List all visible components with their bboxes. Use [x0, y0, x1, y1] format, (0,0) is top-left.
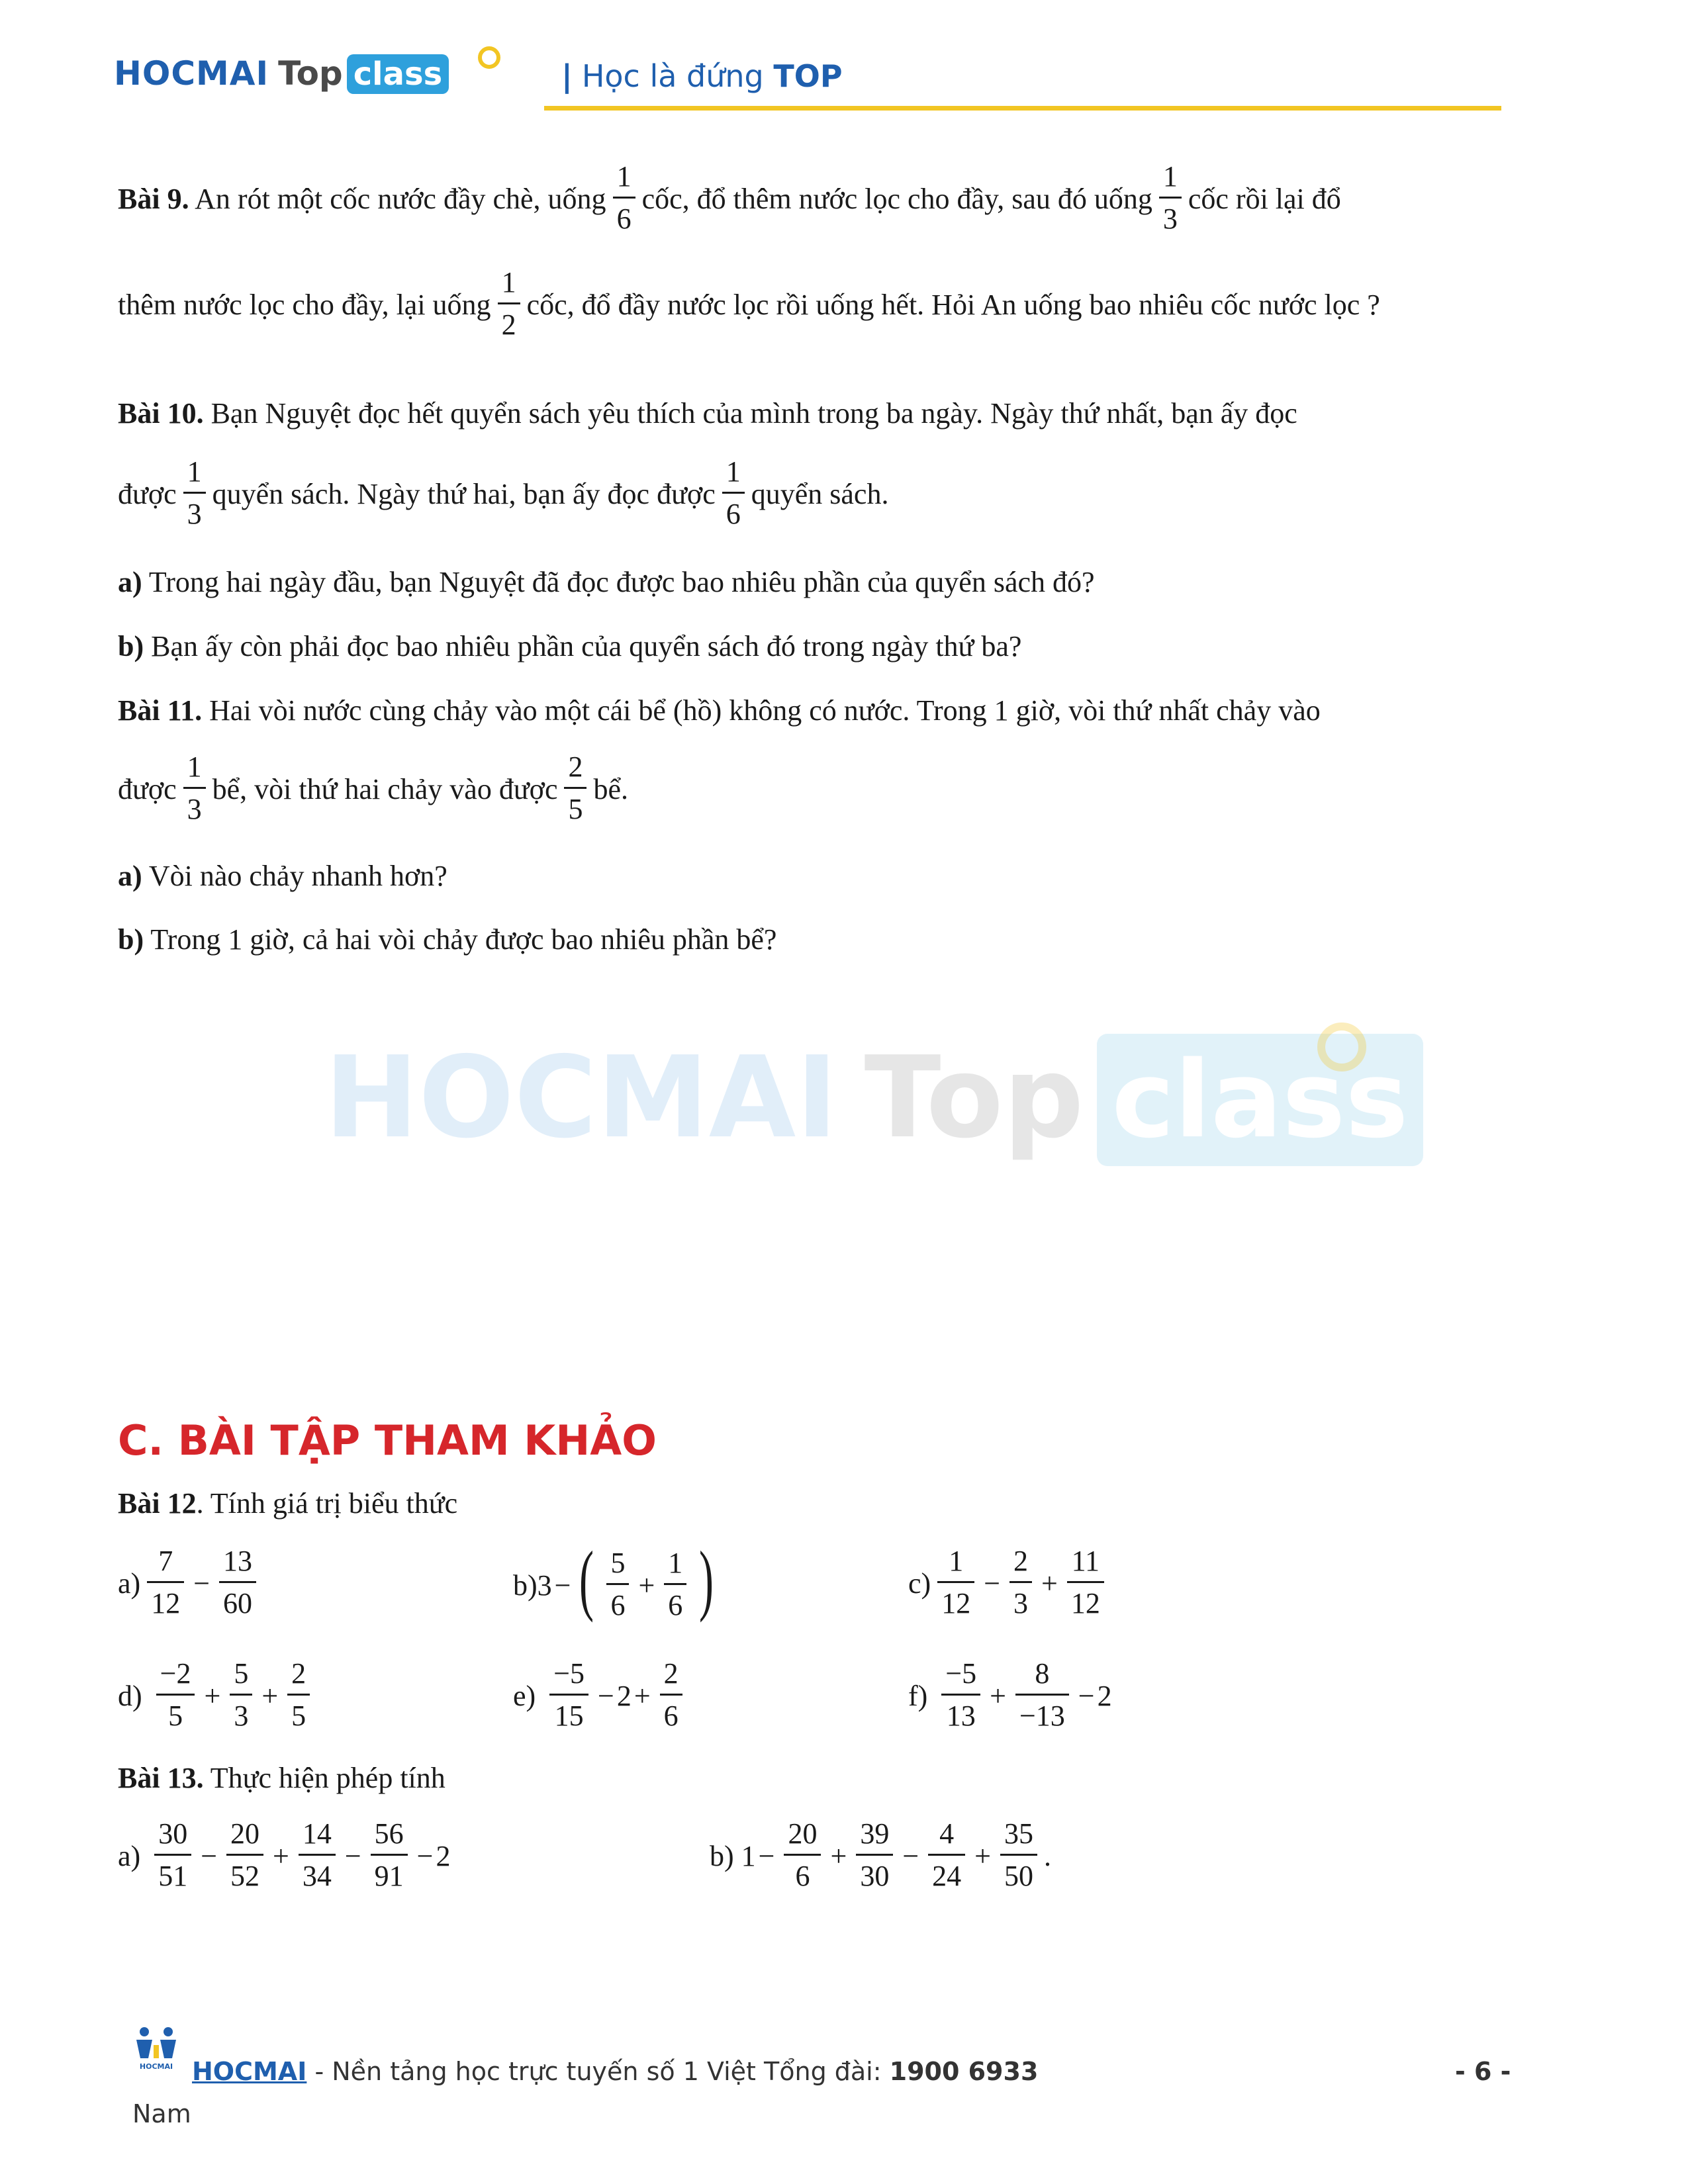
bai10-text2: được [118, 478, 177, 511]
numerator: 20 [226, 1817, 263, 1856]
numerator: 39 [856, 1817, 893, 1856]
operator: + [273, 1840, 289, 1873]
fraction [564, 751, 586, 826]
denominator: 50 [1004, 1859, 1033, 1892]
left-paren: ( [579, 1535, 594, 1623]
operator: + [633, 1680, 651, 1713]
operator: + [830, 1840, 847, 1873]
bai12-e [513, 1657, 689, 1737]
hocmai-topclass-logo [114, 54, 449, 114]
fraction [856, 1817, 893, 1893]
fraction [230, 1657, 252, 1733]
numerator: 2 [660, 1657, 682, 1696]
denominator: 51 [158, 1859, 188, 1892]
operator: + [638, 1569, 655, 1602]
operator: + [1041, 1567, 1058, 1600]
item-label: f) [908, 1680, 928, 1713]
fraction [156, 1657, 195, 1733]
bai12-f [908, 1657, 1112, 1737]
bai10-label: Bài 10. [118, 397, 204, 430]
fraction [937, 1545, 974, 1620]
slogan-divider: | [561, 58, 573, 94]
denominator: 52 [230, 1859, 260, 1892]
item-label: e) [513, 1680, 536, 1713]
denominator: 3 [187, 497, 202, 530]
bai13-label: Bài 13. [118, 1762, 204, 1794]
numerator: 2 [1009, 1545, 1032, 1583]
bai11-text1: Hai vòi nước cùng chảy vào một cái bể (hồ) không có nước. Trong 1 giờ, vòi thứ nhất chảy vào [209, 694, 1321, 727]
item-label: d) [118, 1680, 142, 1713]
numerator: 1 [937, 1545, 974, 1583]
operator: − [344, 1840, 361, 1873]
operator: + [261, 1680, 279, 1713]
bai9-line2 [118, 266, 1380, 345]
bai10-line2 [118, 455, 889, 535]
bai12-d [118, 1657, 316, 1737]
numerator: 1 [183, 751, 206, 789]
denominator: 12 [941, 1586, 971, 1619]
bai9-text4: thêm nước lọc cho đầy, lại uống [118, 289, 491, 322]
denominator: 3 [1013, 1586, 1029, 1619]
icon-caption: HOCMAI [139, 2062, 173, 2071]
numerator: 1 [613, 160, 635, 199]
numerator: −5 [941, 1657, 980, 1696]
part-a-text: Vòi nào chảy nhanh hơn? [148, 860, 447, 892]
fraction [613, 160, 635, 236]
fraction [219, 1545, 256, 1620]
number: 2 [1097, 1680, 1112, 1713]
denominator: 13 [946, 1699, 976, 1732]
numerator: 2 [287, 1657, 310, 1696]
bai9-label: Bài 9. [118, 183, 189, 216]
bai10-text4: quyển sách. [751, 478, 889, 511]
bai12-a [118, 1545, 263, 1624]
fraction [1067, 1545, 1104, 1620]
denominator: 6 [616, 202, 632, 235]
denominator: 6 [610, 1588, 626, 1621]
operator: − [193, 1567, 211, 1600]
bai11-part-a [118, 862, 447, 891]
bai9-text1: An rót một cốc nước đầy chè, uống [195, 183, 606, 216]
bai12-label: Bài 12 [118, 1487, 197, 1520]
bai9-text5: cốc, đổ đầy nước lọc rồi uống hết. Hỏi An uống bao nhiêu cốc nước lọc ? [526, 289, 1380, 322]
fraction [1015, 1657, 1069, 1733]
slogan-top: TOP [773, 58, 843, 94]
operator: + [204, 1680, 221, 1713]
bai10-text1: Bạn Nguyệt đọc hết quyển sách yêu thích của mình trong ba ngày. Ngày thứ nhất, bạn ấy đọc [211, 397, 1297, 430]
item-label: b) [513, 1569, 538, 1602]
sun-icon [478, 46, 500, 69]
numerator: 1 [664, 1547, 686, 1585]
denominator: 5 [291, 1699, 306, 1732]
denominator: 91 [374, 1859, 404, 1892]
footer-hotline: 1900 6933 [889, 2057, 1039, 2086]
numerator: 8 [1015, 1657, 1069, 1696]
watermark-logo [324, 1032, 1423, 1166]
denominator: 60 [223, 1586, 253, 1619]
watermark-hocmai: HOCMAI [324, 1032, 838, 1163]
bai10-part-b [118, 632, 1021, 661]
fraction [722, 455, 745, 531]
operator: − [1078, 1680, 1095, 1713]
number: 2 [436, 1840, 451, 1873]
logo-top-text: Top [278, 54, 343, 93]
number: 1 [741, 1840, 756, 1873]
bai9-line1 [118, 160, 1341, 240]
numerator: 35 [1000, 1817, 1037, 1856]
fraction [1009, 1545, 1032, 1620]
denominator: 15 [554, 1699, 584, 1732]
part-a-label: a) [118, 860, 142, 892]
footer-tagline: - Nền tảng học trực tuyến số 1 Việt Tổng đài: [306, 2057, 890, 2086]
numerator: 2 [564, 751, 586, 789]
bai13-text: Thực hiện phép tính [210, 1762, 445, 1794]
numerator: 1 [498, 266, 520, 304]
number: 2 [616, 1680, 632, 1713]
denominator: 3 [187, 792, 202, 825]
numerator: 1 [183, 455, 206, 494]
fraction [606, 1547, 629, 1622]
part-b-text: Bạn ấy còn phải đọc bao nhiêu phần của quyển sách đó trong ngày thứ ba? [151, 630, 1022, 662]
footer-text [192, 2057, 1038, 2086]
logo-class-text: class [347, 54, 449, 94]
fraction [154, 1817, 191, 1893]
logo-hocmai-text: HOCMAI [114, 54, 269, 93]
numerator: −5 [549, 1657, 588, 1696]
bai12-b [513, 1535, 720, 1628]
page-number-text: - 6 - [1455, 2057, 1511, 2086]
operator: − [902, 1840, 919, 1873]
fraction [183, 751, 206, 826]
operator: − [984, 1567, 1001, 1600]
numerator: 20 [784, 1817, 821, 1856]
header-slogan [561, 58, 843, 94]
denominator: 24 [932, 1859, 962, 1892]
numerator: 5 [230, 1657, 252, 1696]
numerator: 56 [371, 1817, 408, 1856]
operator: − [598, 1680, 614, 1713]
footer-nam: Nam [132, 2099, 191, 2128]
bai9-text2: cốc, đổ thêm nước lọc cho đầy, sau đó uống [641, 183, 1152, 216]
bai12-heading [118, 1489, 457, 1518]
denominator: 6 [663, 1699, 679, 1732]
bai10-part-a [118, 568, 1095, 597]
part-b-label: b) [118, 923, 144, 956]
denominator: −13 [1019, 1699, 1065, 1732]
item-label: b) [710, 1840, 734, 1873]
fraction [287, 1657, 310, 1733]
numerator: 11 [1067, 1545, 1104, 1583]
fraction [183, 455, 206, 531]
denominator: 3 [234, 1699, 249, 1732]
item-label: a) [118, 1567, 141, 1600]
denominator: 2 [501, 308, 516, 341]
denominator: 3 [1162, 202, 1178, 235]
fraction [1000, 1817, 1037, 1893]
section-c-title: C. BÀI TẬP THAM KHẢO [118, 1416, 657, 1465]
denominator: 6 [795, 1859, 810, 1892]
numerator: 13 [219, 1545, 256, 1583]
number: 3 [537, 1569, 552, 1602]
numerator: −2 [156, 1657, 195, 1696]
denominator: 5 [568, 792, 583, 825]
fraction [1159, 160, 1182, 236]
fraction [928, 1817, 965, 1893]
part-b-label: b) [118, 630, 144, 662]
item-label: a) [118, 1840, 141, 1873]
bai13-b [710, 1817, 1051, 1897]
fraction [549, 1657, 588, 1733]
bai10-line1 [118, 399, 1297, 428]
bai11-line2 [118, 751, 628, 830]
part-a-label: a) [118, 566, 142, 598]
operator: + [990, 1680, 1006, 1713]
numerator: 7 [147, 1545, 184, 1583]
operator: − [758, 1840, 775, 1873]
denominator: 34 [302, 1859, 332, 1892]
watermark-top: Top [864, 1032, 1084, 1163]
period: . [1043, 1840, 1051, 1873]
item-label: c) [908, 1567, 931, 1600]
numerator: 1 [1159, 160, 1182, 199]
fraction [941, 1657, 980, 1733]
fraction [299, 1817, 336, 1893]
bai11-text4: bể. [593, 773, 628, 806]
footer-brand-link[interactable]: HOCMAI [192, 2057, 307, 2086]
hocmai-people-icon [131, 2025, 181, 2071]
part-a-text: Trong hai ngày đầu, bạn Nguyệt đã đọc được bao nhiêu phần của quyển sách đó? [148, 566, 1095, 598]
fraction [498, 266, 520, 341]
header-rule [544, 106, 1501, 111]
bai12-c [908, 1545, 1111, 1624]
operator: + [974, 1840, 991, 1873]
bai10-text3: quyển sách. Ngày thứ hai, bạn ấy đọc được [212, 478, 716, 511]
numerator: 5 [606, 1547, 629, 1585]
fraction [660, 1657, 682, 1733]
slogan-text: Học là đứng [581, 58, 764, 94]
bai11-text3: bể, vòi thứ hai chảy vào được [212, 773, 558, 806]
right-paren: ) [699, 1535, 714, 1623]
operator: − [201, 1840, 218, 1873]
fraction [784, 1817, 821, 1893]
fraction [226, 1817, 263, 1893]
denominator: 5 [168, 1699, 183, 1732]
bai13-heading [118, 1764, 445, 1793]
bai12-text: . Tính giá trị biểu thức [196, 1487, 458, 1520]
fraction [147, 1545, 184, 1620]
bai11-text2: được [118, 773, 177, 806]
bai13-a [118, 1817, 451, 1897]
operator: − [554, 1569, 571, 1602]
numerator: 1 [722, 455, 745, 494]
part-b-text: Trong 1 giờ, cả hai vòi chảy được bao nhiêu phần bể? [150, 923, 777, 956]
denominator: 30 [860, 1859, 890, 1892]
denominator: 12 [1070, 1586, 1100, 1619]
fraction [371, 1817, 408, 1893]
page-number [1455, 2057, 1511, 2086]
bai11-line1 [118, 696, 1321, 725]
bai9-text3: cốc rồi lại đổ [1188, 183, 1341, 216]
bai11-part-b [118, 925, 776, 954]
denominator: 6 [668, 1588, 683, 1621]
watermark-sun-icon [1317, 1023, 1366, 1071]
watermark-class: class [1097, 1034, 1423, 1166]
fraction [664, 1547, 686, 1622]
bai11-label: Bài 11. [118, 694, 203, 727]
numerator: 14 [299, 1817, 336, 1856]
numerator: 4 [928, 1817, 965, 1856]
numerator: 30 [154, 1817, 191, 1856]
operator: − [416, 1840, 434, 1873]
denominator: 12 [151, 1586, 181, 1619]
denominator: 6 [726, 497, 741, 530]
